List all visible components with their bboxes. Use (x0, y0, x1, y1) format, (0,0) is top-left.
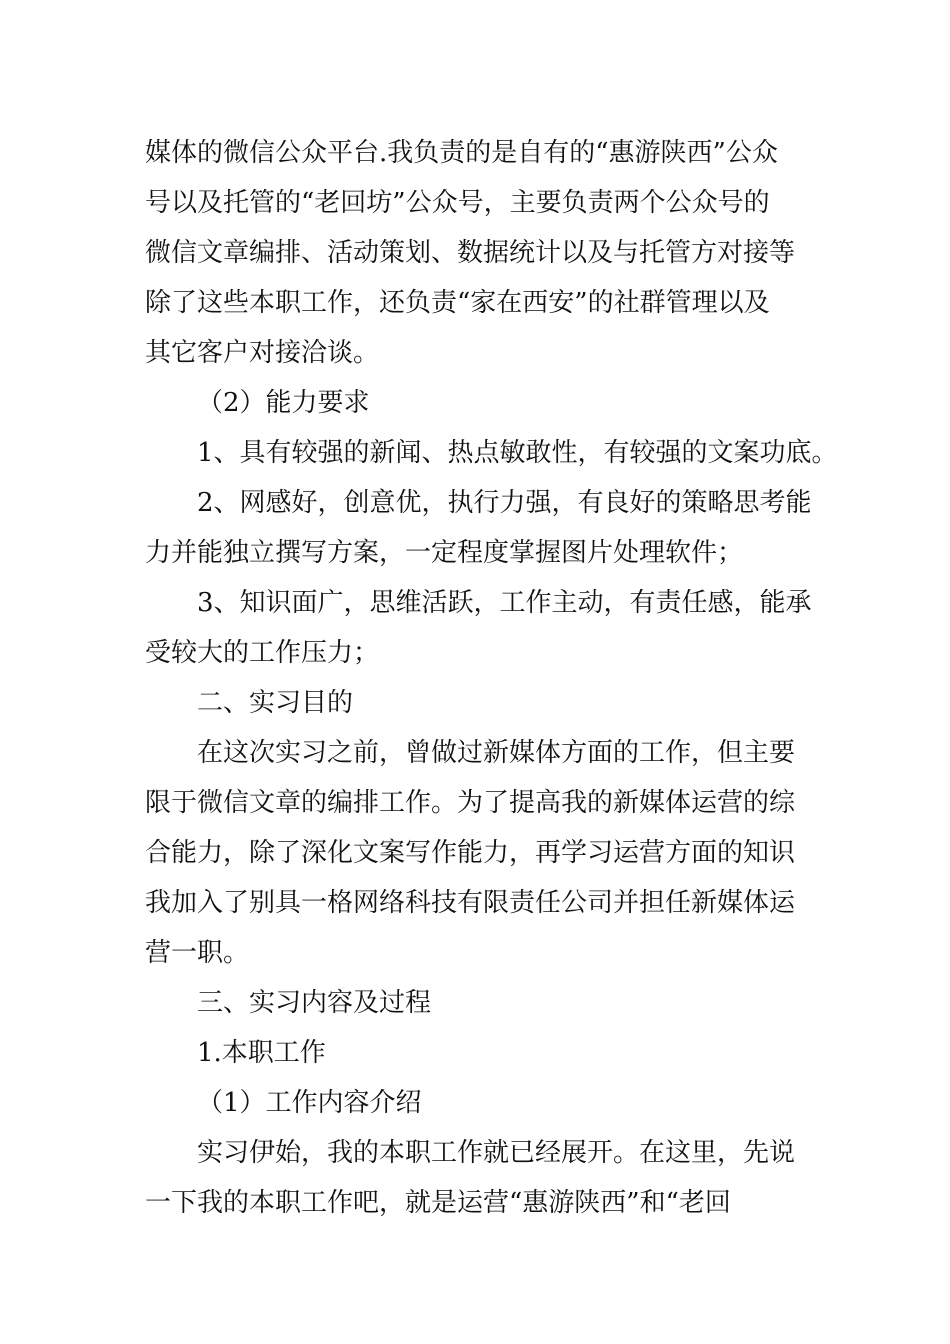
text-line: 实习伊始，我的本职工作就已经展开。在这里，先说 (197, 1138, 796, 1168)
section-heading: 二、实习目的 (197, 688, 354, 718)
text-line: 3、知识面广，思维活跃，工作主动，有责任感，能承 (197, 588, 812, 618)
section-heading: 三、实习内容及过程 (197, 988, 432, 1018)
text-line: 2、网感好，创意优，执行力强，有良好的策略思考能 (197, 488, 812, 518)
text-line: 一下我的本职工作吧，就是运营“惠游陕西”和“老回 (145, 1188, 731, 1218)
text-line: 除了这些本职工作，还负责“家在西安”的社群管理以及 (145, 288, 770, 318)
subsection-heading: 1.本职工作 (197, 1038, 326, 1068)
text-line: 其它客户对接洽谈。 (145, 338, 380, 368)
text-line: 微信文章编排、活动策划、数据统计以及与托管方对接等 (145, 238, 796, 268)
subsection-heading: （1）工作内容介绍 (197, 1088, 422, 1118)
text-line: 号以及托管的“老回坊”公众号，主要负责两个公众号的 (145, 188, 770, 218)
text-line: 营一职。 (145, 938, 250, 968)
text-line: 受较大的工作压力； (145, 638, 380, 668)
text-line: 力并能独立撰写方案，一定程度掌握图片处理软件； (145, 538, 744, 568)
text-line: 限于微信文章的编排工作。为了提高我的新媒体运营的综 (145, 788, 796, 818)
text-line: 在这次实习之前，曾做过新媒体方面的工作，但主要 (197, 738, 796, 768)
subsection-heading: （2）能力要求 (197, 388, 370, 418)
text-line: 媒体的微信公众平台.我负责的是自有的“惠游陕西”公众 (145, 138, 778, 168)
text-line: 我加入了别具一格网络科技有限责任公司并担任新媒体运 (145, 888, 796, 918)
text-line: 1、具有较强的新闻、热点敏敢性，有较强的文案功底。 (197, 438, 838, 468)
text-line: 合能力，除了深化文案写作能力，再学习运营方面的知识 (145, 838, 796, 868)
